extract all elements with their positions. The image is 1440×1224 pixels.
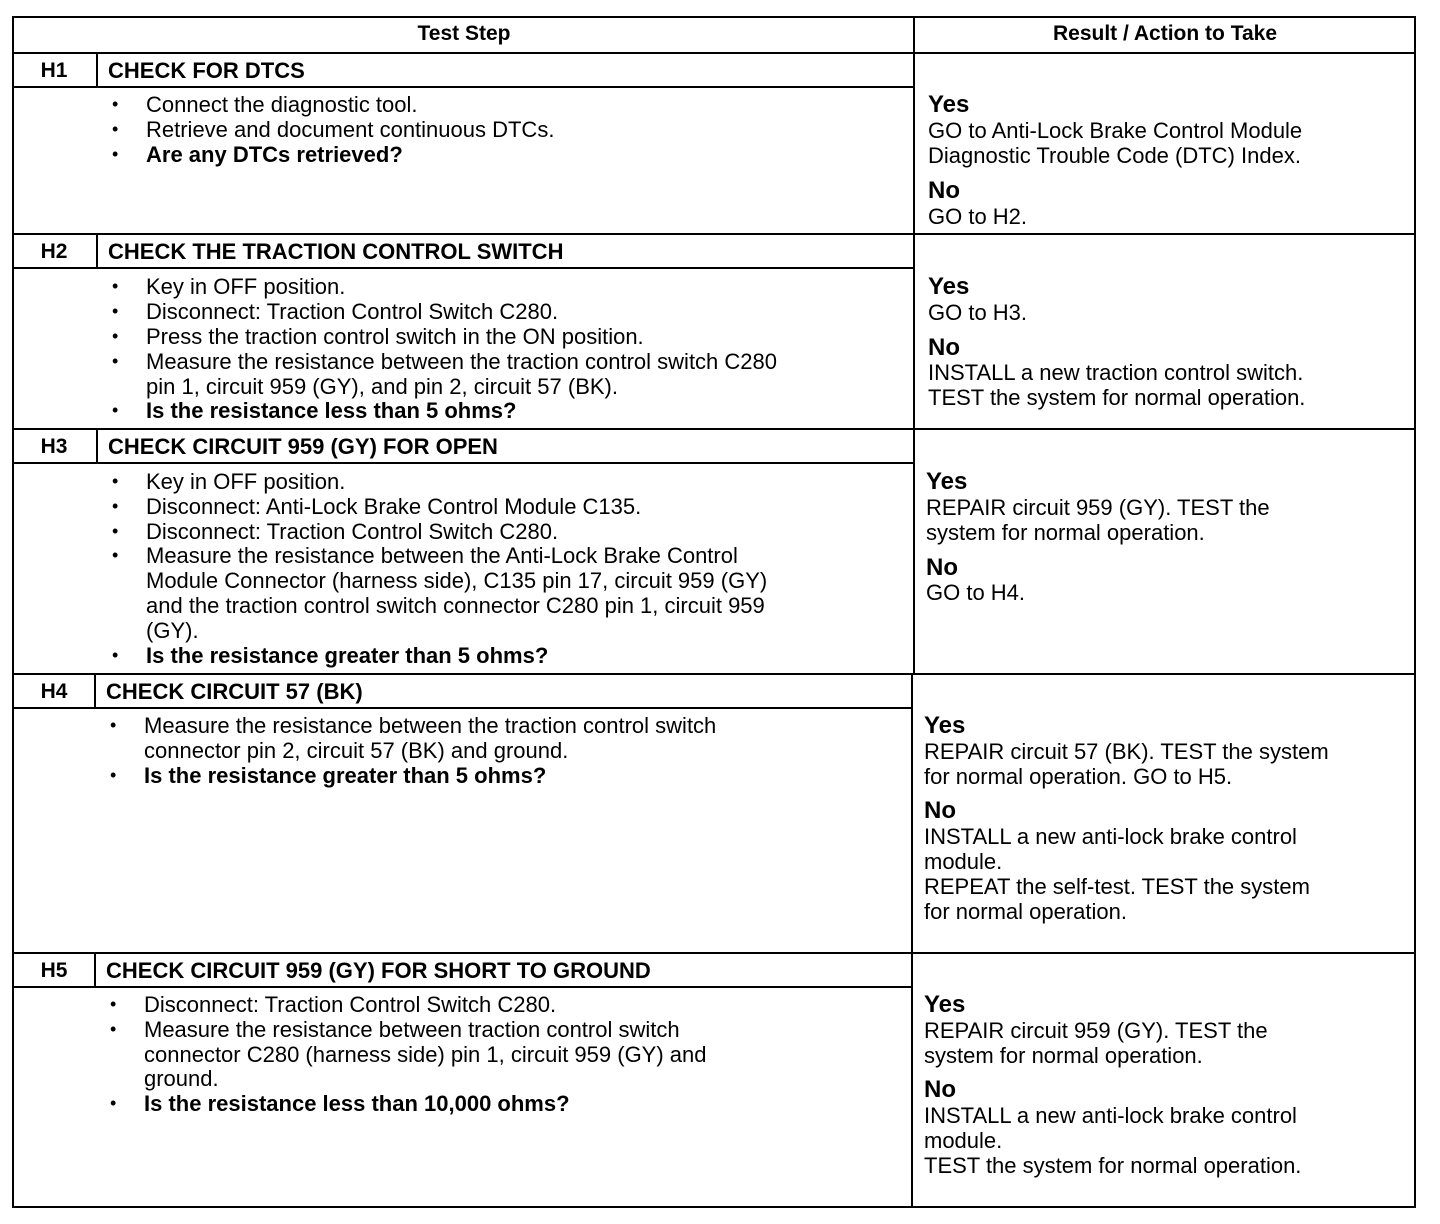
no-label: No	[928, 334, 960, 361]
bullet-dot: •	[112, 496, 119, 516]
step-line: Key in OFF position.	[146, 274, 346, 299]
result-line: GO to H3.	[928, 300, 1028, 325]
title-divider	[12, 986, 912, 988]
step-line: connector pin 2, circuit 57 (BK) and ground.	[144, 738, 569, 763]
bullet-dot: •	[110, 765, 117, 785]
title-divider	[12, 462, 914, 464]
step-line: Measure the resistance between the Anti-Lock Brake Control	[146, 543, 738, 568]
header-test-step: Test Step	[417, 22, 511, 45]
code-divider	[96, 428, 98, 463]
header-divider	[12, 52, 1416, 54]
result-line: module.	[924, 849, 1003, 874]
step-line: Measure the resistance between the traction control switch	[144, 713, 717, 738]
title-divider	[12, 86, 914, 88]
section-divider	[12, 233, 1416, 235]
no-label: No	[928, 177, 960, 204]
result-line: system for normal operation.	[926, 520, 1205, 545]
step-question: Is the resistance less than 5 ohms?	[146, 398, 517, 423]
code-divider	[96, 52, 98, 87]
bullet-dot: •	[112, 94, 119, 114]
step-line: and the traction control switch connector C280 pin 1, circuit 959	[146, 593, 765, 618]
yes-label: Yes	[926, 468, 968, 495]
result-line: Diagnostic Trouble Code (DTC) Index.	[928, 143, 1301, 168]
step-line: Press the traction control switch in the ON position.	[146, 324, 644, 349]
result-line: TEST the system for normal operation.	[924, 1153, 1302, 1178]
bullet-dot: •	[110, 715, 117, 735]
column-divider	[913, 16, 915, 675]
result-line: REPAIR circuit 959 (GY). TEST the	[924, 1018, 1268, 1043]
result-line: REPAIR circuit 959 (GY). TEST the	[926, 495, 1270, 520]
bullet-dot: •	[112, 351, 119, 371]
bullet-dot: •	[112, 645, 119, 665]
code-divider	[96, 233, 98, 268]
step-line: Module Connector (harness side), C135 pin 17, circuit 959 (GY)	[146, 568, 768, 593]
result-line: INSTALL a new anti-lock brake control	[924, 824, 1297, 849]
title-divider	[12, 267, 914, 269]
step-line: Measure the resistance between the traction control switch C280	[146, 349, 777, 374]
result-line: system for normal operation.	[924, 1043, 1203, 1068]
header-result-action: Result / Action to Take	[1052, 22, 1278, 45]
bullet-dot: •	[112, 400, 119, 420]
bullet-dot: •	[110, 994, 117, 1014]
section-divider	[12, 952, 1416, 954]
step-line: Disconnect: Traction Control Switch C280.	[146, 299, 559, 324]
result-line: GO to H4.	[926, 580, 1026, 605]
result-line: REPAIR circuit 57 (BK). TEST the system	[924, 739, 1329, 764]
code-divider	[94, 952, 96, 987]
bullet-dot: •	[112, 276, 119, 296]
step-line: ground.	[144, 1066, 219, 1091]
yes-label: Yes	[928, 273, 970, 300]
yes-label: Yes	[928, 91, 970, 118]
column-divider	[911, 674, 913, 1208]
step-line: Disconnect: Traction Control Switch C280.	[144, 992, 557, 1017]
result-line: GO to Anti-Lock Brake Control Module	[928, 118, 1303, 143]
no-label: No	[924, 797, 956, 824]
step-question: Is the resistance greater than 5 ohms?	[146, 643, 549, 668]
step-question: Is the resistance greater than 5 ohms?	[144, 763, 547, 788]
step-code-h2: H2	[40, 240, 68, 263]
title-divider	[12, 707, 912, 709]
bullet-dot: •	[112, 301, 119, 321]
bullet-dot: •	[112, 545, 119, 565]
result-line: TEST the system for normal operation.	[928, 385, 1306, 410]
yes-label: Yes	[924, 712, 966, 739]
step-title-h4: CHECK CIRCUIT 57 (BK)	[106, 679, 363, 704]
step-question: Are any DTCs retrieved?	[146, 142, 403, 167]
bullet-dot: •	[110, 1019, 117, 1039]
step-code-h5: H5	[40, 959, 68, 982]
step-code-h4: H4	[40, 680, 68, 703]
step-title-h1: CHECK FOR DTCS	[108, 58, 305, 83]
step-line: Retrieve and document continuous DTCs.	[146, 117, 555, 142]
step-line: pin 1, circuit 959 (GY), and pin 2, circuit 57 (BK).	[146, 374, 618, 399]
step-line: Key in OFF position.	[146, 469, 346, 494]
result-line: for normal operation.	[924, 899, 1127, 924]
step-line: Measure the resistance between traction control switch	[144, 1017, 680, 1042]
step-title-h2: CHECK THE TRACTION CONTROL SWITCH	[108, 239, 564, 264]
bullet-dot: •	[110, 1093, 117, 1113]
step-line: Connect the diagnostic tool.	[146, 92, 418, 117]
result-line: GO to H2.	[928, 204, 1028, 229]
step-question: Is the resistance less than 10,000 ohms?	[144, 1091, 570, 1116]
step-line: Disconnect: Anti-Lock Brake Control Module C135.	[146, 494, 642, 519]
bullet-dot: •	[112, 471, 119, 491]
bullet-dot: •	[112, 119, 119, 139]
step-line: (GY).	[146, 618, 199, 643]
step-title-h3: CHECK CIRCUIT 959 (GY) FOR OPEN	[108, 434, 498, 459]
step-line: Disconnect: Traction Control Switch C280.	[146, 519, 559, 544]
section-divider	[12, 673, 1416, 675]
step-line: connector C280 (harness side) pin 1, circuit 959 (GY) and	[144, 1042, 707, 1067]
bullet-dot: •	[112, 326, 119, 346]
bullet-dot: •	[112, 144, 119, 164]
step-title-h5: CHECK CIRCUIT 959 (GY) FOR SHORT TO GROUND	[106, 958, 651, 983]
result-line: INSTALL a new traction control switch.	[928, 360, 1304, 385]
result-line: for normal operation. GO to H5.	[924, 764, 1233, 789]
step-code-h3: H3	[40, 435, 68, 458]
bullet-dot: •	[112, 521, 119, 541]
no-label: No	[924, 1076, 956, 1103]
result-line: INSTALL a new anti-lock brake control	[924, 1103, 1297, 1128]
code-divider	[94, 673, 96, 708]
result-line: module.	[924, 1128, 1003, 1153]
step-code-h1: H1	[40, 59, 68, 82]
yes-label: Yes	[924, 991, 966, 1018]
section-divider	[12, 428, 1416, 430]
result-line: REPEAT the self-test. TEST the system	[924, 874, 1310, 899]
no-label: No	[926, 554, 958, 581]
